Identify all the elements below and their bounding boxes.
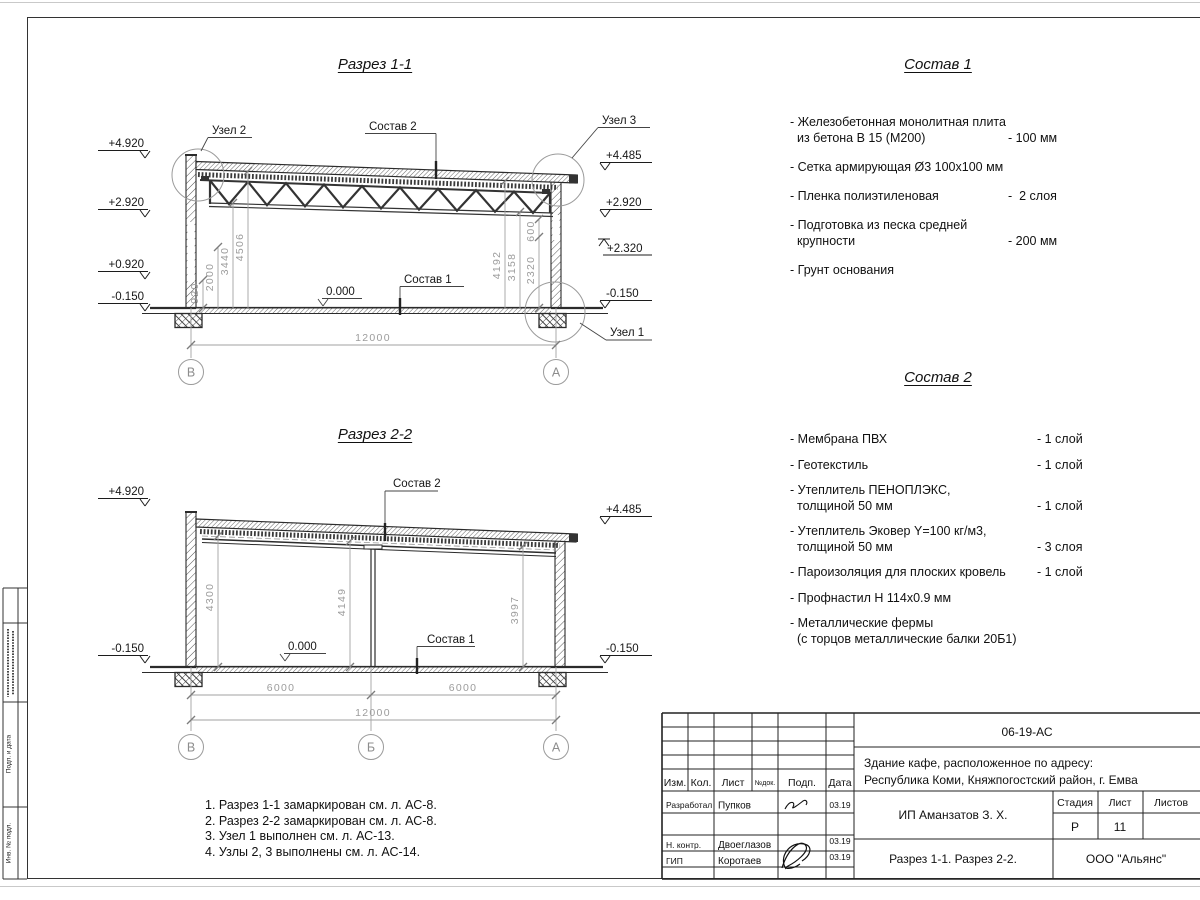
list-item: - Пароизоляция для плоских кровель - 1 слой <box>790 565 1083 579</box>
dim-3440: 3440 <box>219 246 231 276</box>
level-right-2320: +2.320 <box>607 243 643 255</box>
level-right-4485: +4.485 <box>606 504 642 516</box>
level-left-m0150: -0.150 <box>111 643 144 655</box>
row1-name: Пупков <box>718 800 751 812</box>
level-left-0920: +0.920 <box>108 259 144 271</box>
dim-4506: 4506 <box>234 232 246 262</box>
building-structure <box>142 155 608 328</box>
right-wall <box>551 176 561 308</box>
col-ndok: №док. <box>754 780 776 787</box>
doc-title: Разрез 1-1. Разрез 2-2. <box>889 852 1017 866</box>
level-left-4920: +4.920 <box>108 486 144 498</box>
foundation-right <box>539 314 566 328</box>
level-left-m0150: -0.150 <box>111 291 144 303</box>
signature-1 <box>785 800 807 809</box>
middle-column <box>364 545 382 667</box>
list-item: - Утеплитель Эковер Y=100 кг/м3, толщиной 50 мм - 3 слоя <box>790 524 1083 554</box>
section-1-1-drawing <box>60 55 680 390</box>
dim-4149: 4149 <box>336 587 348 617</box>
col-data: Дата <box>828 777 852 789</box>
note-line: 1. Разрез 1-1 замаркирован см. л. АС-8. <box>205 798 437 812</box>
list-item: - Грунт основания <box>790 263 895 277</box>
row1-role: Разработал <box>666 800 713 810</box>
row3-name: Коротаев <box>718 856 762 867</box>
row3-date: 03.19 <box>829 852 851 862</box>
roof-end-cap <box>569 175 578 184</box>
client: ИП Аманзатов З. Х. <box>898 808 1008 822</box>
level-right-2920: +2.920 <box>606 197 642 209</box>
label-uzel3: Узел 3 <box>602 115 637 127</box>
col-stadia: Стадия <box>1057 797 1093 809</box>
axis-B: Б <box>366 740 376 755</box>
row3-role: ГИП <box>666 856 683 866</box>
dim-600: 600 <box>525 220 537 242</box>
floor-slab <box>196 309 551 314</box>
notes <box>205 798 437 860</box>
dim-12000: 12000 <box>355 707 391 719</box>
row1-date: 03.19 <box>829 800 851 810</box>
level-right-m0150: -0.150 <box>606 288 639 300</box>
dim-920: 920 <box>189 282 201 304</box>
signature-2 <box>782 843 810 869</box>
label-zero: 0.000 <box>326 286 355 298</box>
col-list: Лист <box>721 777 745 789</box>
dim-3997: 3997 <box>509 595 521 625</box>
fine-print <box>8 629 13 697</box>
section2-title: Разрез 2-2 <box>337 426 413 443</box>
foundation-left <box>175 673 202 687</box>
dim-6000-a: 6000 <box>266 682 296 694</box>
label-sostav1: Состав 1 <box>427 634 475 646</box>
foundation-left <box>175 314 202 328</box>
col-podp: Подп. <box>788 777 816 789</box>
roof-end-cap <box>569 534 578 543</box>
stage-value: Р <box>1070 820 1080 834</box>
dim-2000: 2000 <box>204 262 216 292</box>
dim-2320: 2320 <box>525 255 537 285</box>
axis-A: А <box>551 740 561 755</box>
foundation-right <box>539 673 566 687</box>
label-uzel2: Узел 2 <box>212 125 247 137</box>
level-right-4485: +4.485 <box>606 150 642 162</box>
sostav1-title: Состав 1 <box>904 56 972 73</box>
row2-role: Н. контр. <box>666 840 702 850</box>
dim-12000: 12000 <box>355 332 391 344</box>
dimension-lines-2 <box>187 532 560 731</box>
row2-name: Двоеглазов <box>718 840 772 851</box>
sostav2-title: Состав 2 <box>904 369 972 386</box>
dimension-lines <box>187 167 560 358</box>
page-edge-bottom <box>0 886 1200 887</box>
object-line1: Здание кафе, расположенное по адресу: <box>864 756 1094 770</box>
note-line: 4. Узлы 2, 3 выполнены см. л. АС-14. <box>205 844 421 859</box>
side-label-podp-data: Подп. и дата <box>5 734 13 774</box>
row2-date: 03.19 <box>829 836 851 846</box>
label-uzel1: Узел 1 <box>610 327 645 339</box>
label-sostav2: Состав 2 <box>393 478 441 490</box>
company: ООО "Альянс" <box>1085 852 1167 866</box>
label-sostav2: Состав 2 <box>369 121 417 133</box>
list-item: - Сетка армирующая Ø3 100х100 мм <box>790 160 1004 174</box>
side-label-inv-podl: Инв. № подл. <box>5 822 13 864</box>
dim-3158: 3158 <box>506 252 518 282</box>
right-wall <box>555 534 565 667</box>
dim-4300: 4300 <box>204 582 216 612</box>
list-item: - Мембрана ПВХ - 1 слой <box>790 432 1083 446</box>
axis-V: В <box>186 365 196 380</box>
section1-title: Разрез 1-1 <box>337 56 413 73</box>
left-wall <box>186 512 196 667</box>
level-right-m0150: -0.150 <box>606 643 639 655</box>
dim-4192: 4192 <box>491 250 503 280</box>
col-izm: Изм. <box>663 777 687 789</box>
sostav2-list <box>790 432 1095 657</box>
title-block <box>660 710 1200 880</box>
axis-A: А <box>551 365 561 380</box>
axis-bubbles <box>179 360 569 385</box>
col-sheets: Листов <box>1153 797 1189 809</box>
floor-slab <box>196 668 551 673</box>
col-sheet: Лист <box>1108 797 1132 809</box>
list-item: - Утеплитель ПЕНОПЛЭКС, толщиной 50 мм - 1 слой <box>790 483 1083 513</box>
label-zero: 0.000 <box>288 641 317 653</box>
note-line: 3. Узел 1 выполнен см. л. АС-13. <box>205 829 395 843</box>
sostav1-list <box>790 114 1095 291</box>
doc-code: 06-19-АС <box>1001 725 1053 739</box>
dim-6000-b: 6000 <box>448 682 478 694</box>
axis-V: В <box>186 740 196 755</box>
list-item: - Железобетонная монолитная плита из бетона В 15 (М200) - 100 мм <box>790 115 1058 145</box>
label-sostav1: Состав 1 <box>404 274 452 286</box>
level-left-2920: +2.920 <box>108 197 144 209</box>
page-edge-top <box>0 2 1200 3</box>
list-item: - Пленка полиэтиленовая - 2 слоя <box>790 189 1057 203</box>
list-item: - Профнастил Н 114х0.9 мм <box>790 590 952 605</box>
frame-side-column <box>0 585 30 885</box>
list-item: - Подготовка из песка средней крупности - 200 мм <box>790 218 1058 248</box>
list-item: - Геотекстиль - 1 слой <box>790 457 1083 472</box>
object-line2: Республика Коми, Княжпогостский район, г. Емва <box>864 773 1138 787</box>
section-2-2-drawing <box>60 425 680 775</box>
col-kol: Кол. <box>690 777 712 789</box>
note-line: 2. Разрез 2-2 замаркирован см. л. АС-8. <box>205 813 437 828</box>
level-left-4920: +4.920 <box>108 138 144 150</box>
list-item: - Металлические фермы (с торцов металлические балки 20Б1) <box>790 616 1017 646</box>
roof-truss <box>200 176 553 217</box>
sheet-value: 11 <box>1113 820 1127 834</box>
